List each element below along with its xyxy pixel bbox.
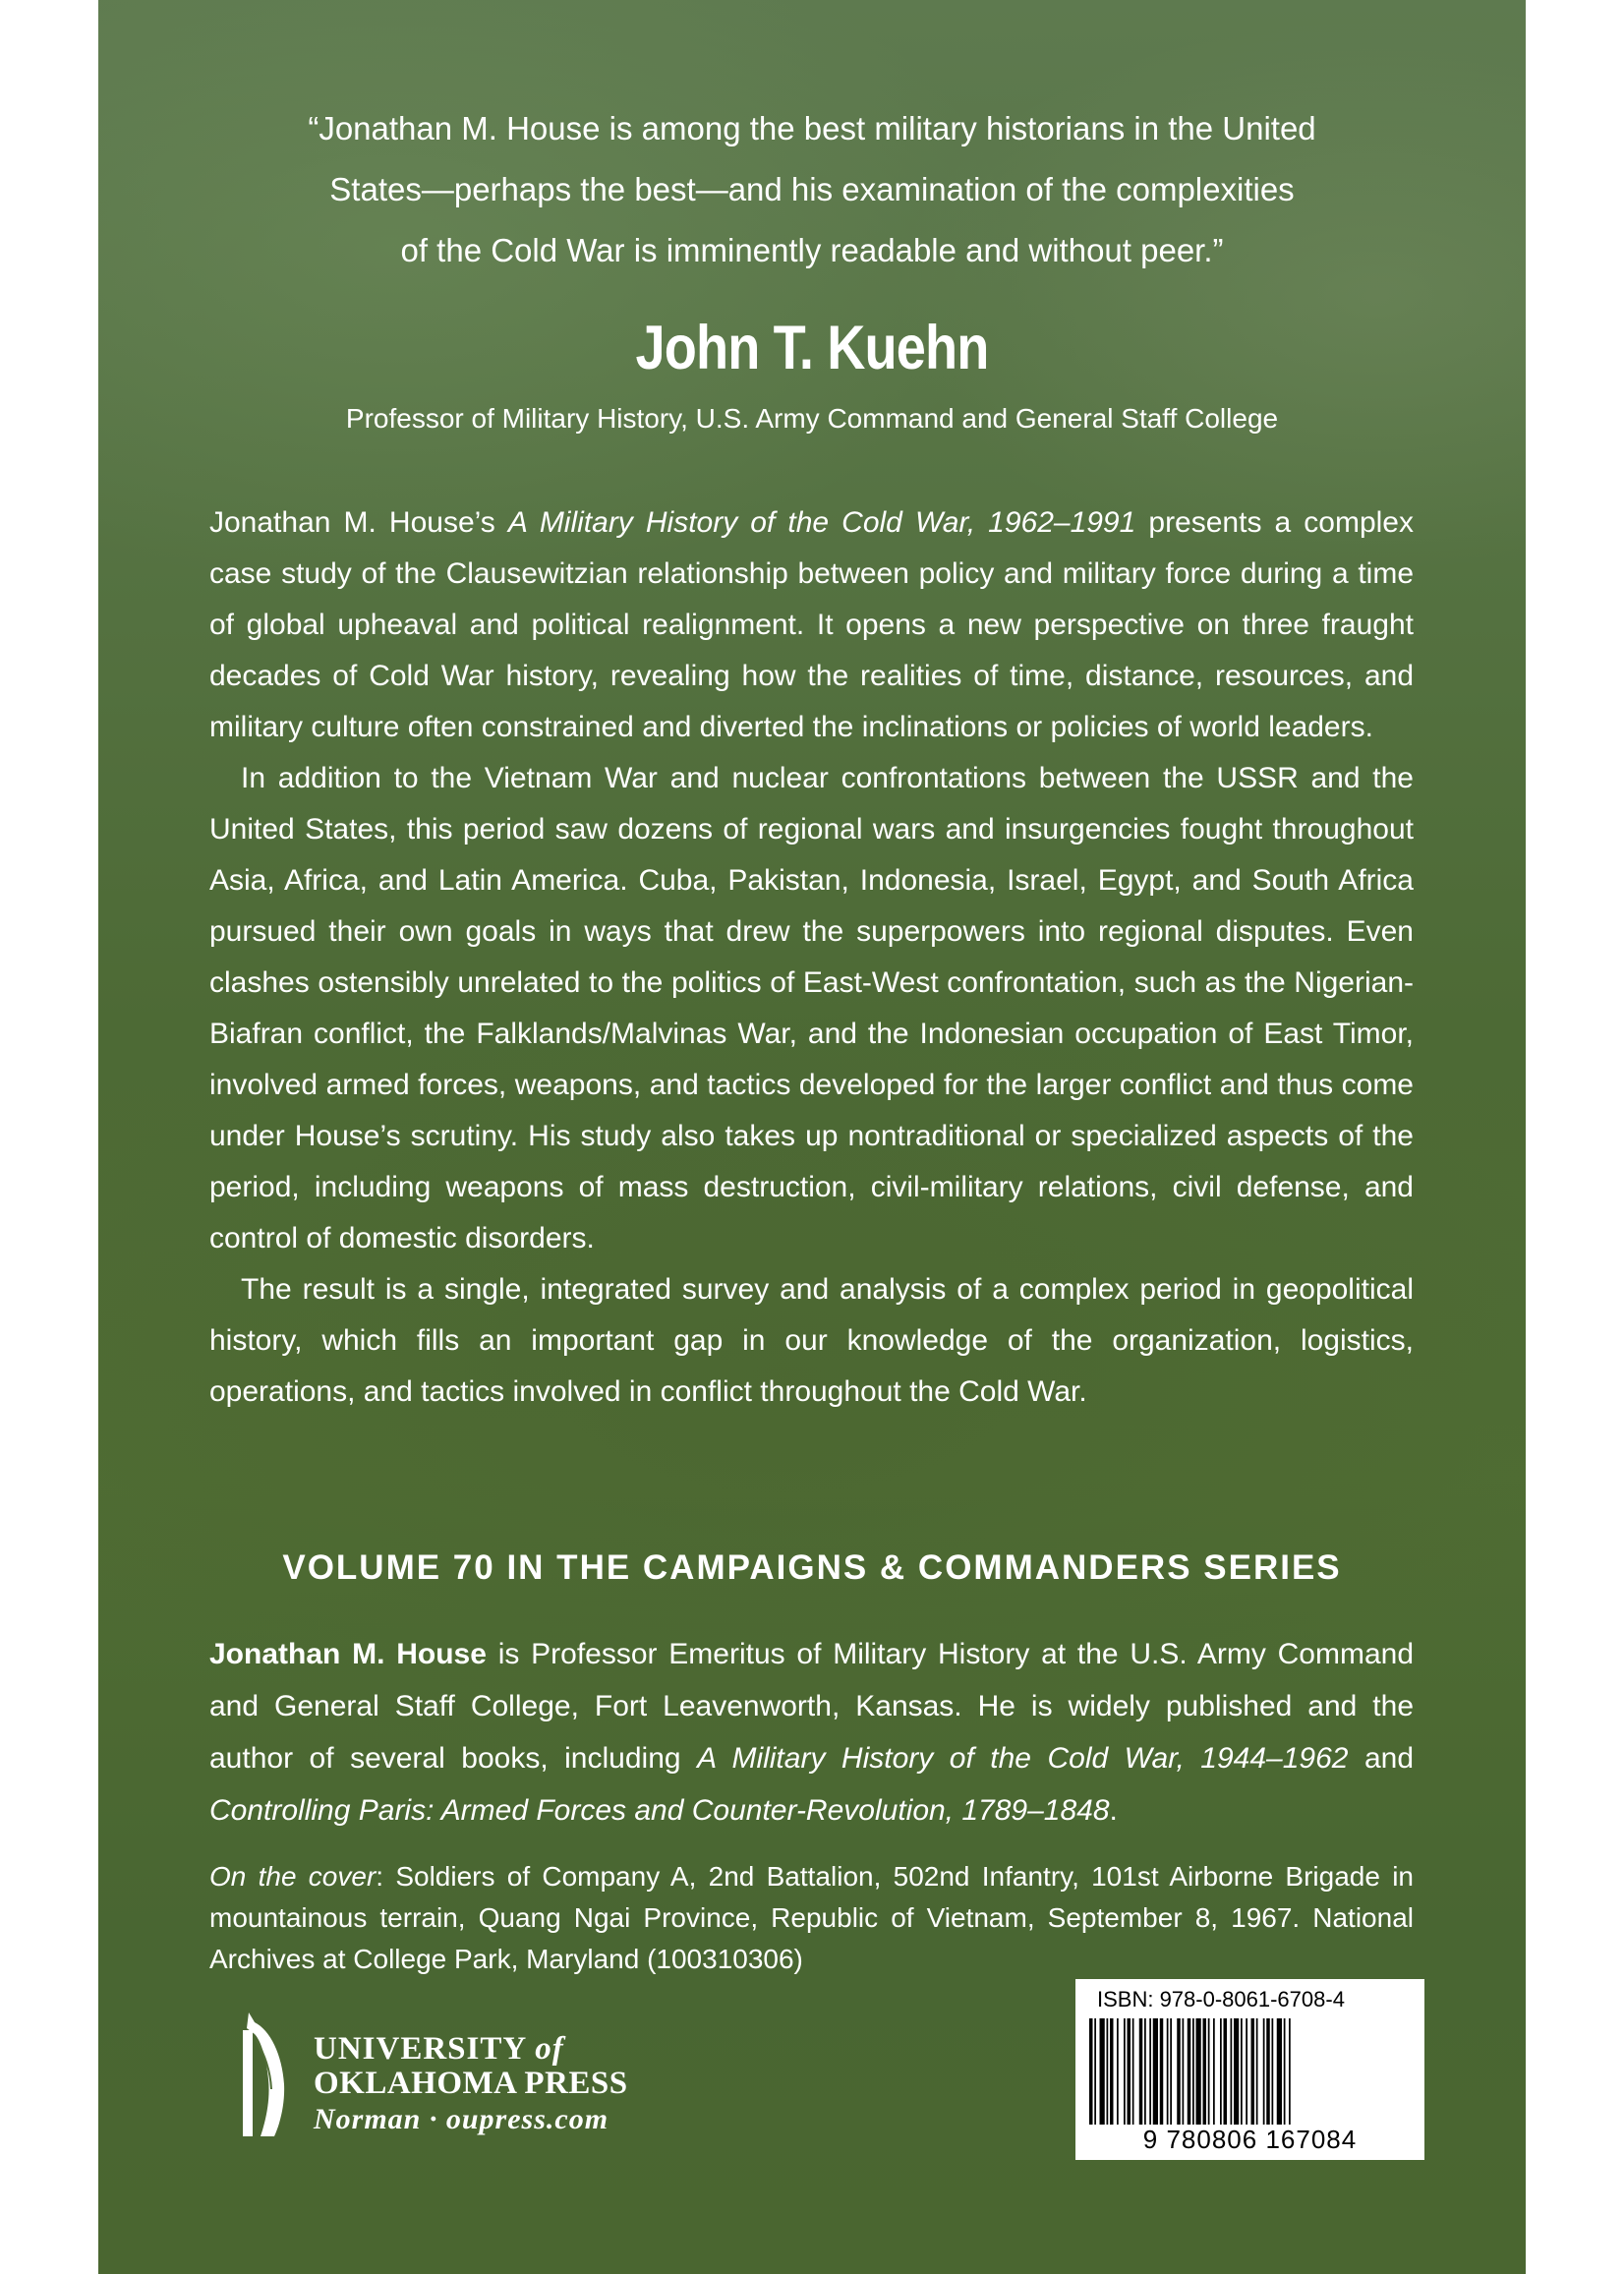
barcode-bar (1266, 2018, 1270, 2125)
publisher-website: Norman · oupress.com (314, 2103, 609, 2135)
barcode-bar (1208, 2018, 1210, 2125)
book-title: A Military History of the Cold War, 1962–1991 (507, 506, 1136, 539)
barcode-digits: 9 780806 167084 (1142, 2125, 1358, 2154)
description-paragraph: Jonathan M. House’s A Military History of the Cold War, 1962–1991 presents a complex case study of the Clausewitzian relationship between policy and military force during a time of global upheaval and political realignment. It opens a new perspective on three fraught decades of Cold War history, revealing how the realities of time, distance, resources, and military culture often constrained and diverted the inclinations or policies of world leaders. (209, 506, 1414, 743)
isbn-barcode (1075, 1979, 1424, 2160)
series-heading: VOLUME 70 IN THE CAMPAIGNS & COMMANDERS SERIES (282, 1548, 1342, 1587)
book-description (209, 497, 1414, 1418)
barcode-bar (1107, 2018, 1109, 2125)
barcode-bar (1177, 2018, 1181, 2125)
barcode-bar (1149, 2018, 1151, 2125)
endorser-title: Professor of Military History, U.S. Army Command and General Staff College (345, 403, 1279, 434)
endorsement-quote (98, 98, 1526, 281)
barcode-bar (1203, 2018, 1207, 2125)
book-title: A Military History of the Cold War, 1944–1962 (697, 1742, 1349, 1775)
barcode-bar (1167, 2018, 1169, 2125)
barcode-bar (1160, 2018, 1164, 2125)
barcode-bar (1263, 2018, 1265, 2125)
endorser-name: John T. Kuehn (635, 314, 989, 382)
barcode-bar (1110, 2018, 1114, 2125)
barcode-bar (1241, 2018, 1243, 2125)
barcode-bar (1277, 2018, 1282, 2125)
quote-line: of the Cold War is imminently readable and without peer.” (400, 232, 1224, 268)
barcode-bar (1289, 2018, 1291, 2125)
description-paragraph: The result is a single, integrated survey and analysis of a complex period in geopolitical history, which fills an important gap in our knowledge of the organization, logistics, operations, and tactics involved in conflict throughout the Cold War. (209, 1273, 1414, 1408)
barcode-bar (1170, 2018, 1172, 2125)
barcode-icon (1089, 2018, 1411, 2125)
publisher-name: UNIVERSITY of OKLAHOMA PRESS Norman · oupress.com (314, 2032, 628, 2138)
barcode-bar (1231, 2018, 1233, 2125)
quote-line: “Jonathan M. House is among the best military historians in the United (308, 110, 1316, 146)
barcode-bar (1128, 2018, 1131, 2125)
barcode-bar (1256, 2018, 1258, 2125)
barcode-bar (1246, 2018, 1247, 2125)
barcode-bar (1224, 2018, 1228, 2125)
barcode-bar (1272, 2018, 1274, 2125)
barcode-bar (1094, 2018, 1096, 2125)
barcode-bar (1117, 2018, 1119, 2125)
book-title: Controlling Paris: Armed Forces and Counter-Revolution, 1789–1848 (209, 1794, 1110, 1827)
barcode-bar (1089, 2018, 1093, 2125)
cover-credit: On the cover: Soldiers of Company A, 2nd Battalion, 502nd Infantry, 101st Airborne Brigade in mountainous terrain, Quang Ngai Province, Republic of Vietnam, September 8, 1967. National Archives at College Park, Maryland (100310306) (209, 1861, 1414, 1974)
publisher-logo (241, 2011, 732, 2138)
author-bio: Jonathan M. House is Professor Emeritus of Military History at the U.S. Army Command and General Staff College, Fort Leavenworth, Kansas. He is widely published and the author of several books, including A Military History of the Cold War, 1944–1962 and Controlling Paris: Armed Forces and Counter-Revolution, 1789–1848. (209, 1638, 1415, 1827)
barcode-bar (1183, 2018, 1185, 2125)
quote-line: States—perhaps the best—and his examination of the complexities (329, 171, 1295, 207)
barcode-bar (1124, 2018, 1126, 2125)
barcode-bar (1284, 2018, 1286, 2125)
barcode-bar (1188, 2018, 1191, 2125)
barcode-bar (1196, 2018, 1201, 2125)
barcode-bar (1153, 2018, 1158, 2125)
author-name: Jonathan M. House (209, 1638, 487, 1670)
barcode-bar (1220, 2018, 1222, 2125)
barcode-bar (1132, 2018, 1134, 2125)
isbn-label: ISBN: 978-0-8061-6708-4 (1097, 1987, 1345, 2012)
barcode-bar (1144, 2018, 1146, 2125)
back-cover (98, 0, 1526, 2274)
feather-quill-icon (241, 2011, 300, 2138)
barcode-bar (1139, 2018, 1143, 2125)
barcode-bar (1192, 2018, 1194, 2125)
barcode-bar (1251, 2018, 1255, 2125)
description-paragraph: In addition to the Vietnam War and nuclear confrontations between the USSR and the United States, this period saw dozens of regional wars and insurgencies fought throughout Asia, Africa, and Latin America. Cuba, Pakistan, Indonesia, Israel, Egypt, and South Africa pursued their own goals in ways that drew the superpowers into regional disputes. Even clashes ostensibly unrelated to the politics of East-West confrontation, such as the Nigerian-Biafran conflict, the Falklands/Malvinas War, and the Indonesian occupation of East Timor, involved armed forces, weapons, and tactics developed for the larger conflict and thus come under House’s scrutiny. His study also takes up nontraditional or specialized aspects of the period, including weapons of mass destruction, civil-military relations, civil defense, and control of domestic disorders. (209, 762, 1414, 1254)
barcode-bar (1213, 2018, 1215, 2125)
barcode-bar (1234, 2018, 1239, 2125)
barcode-bar (1100, 2018, 1105, 2125)
